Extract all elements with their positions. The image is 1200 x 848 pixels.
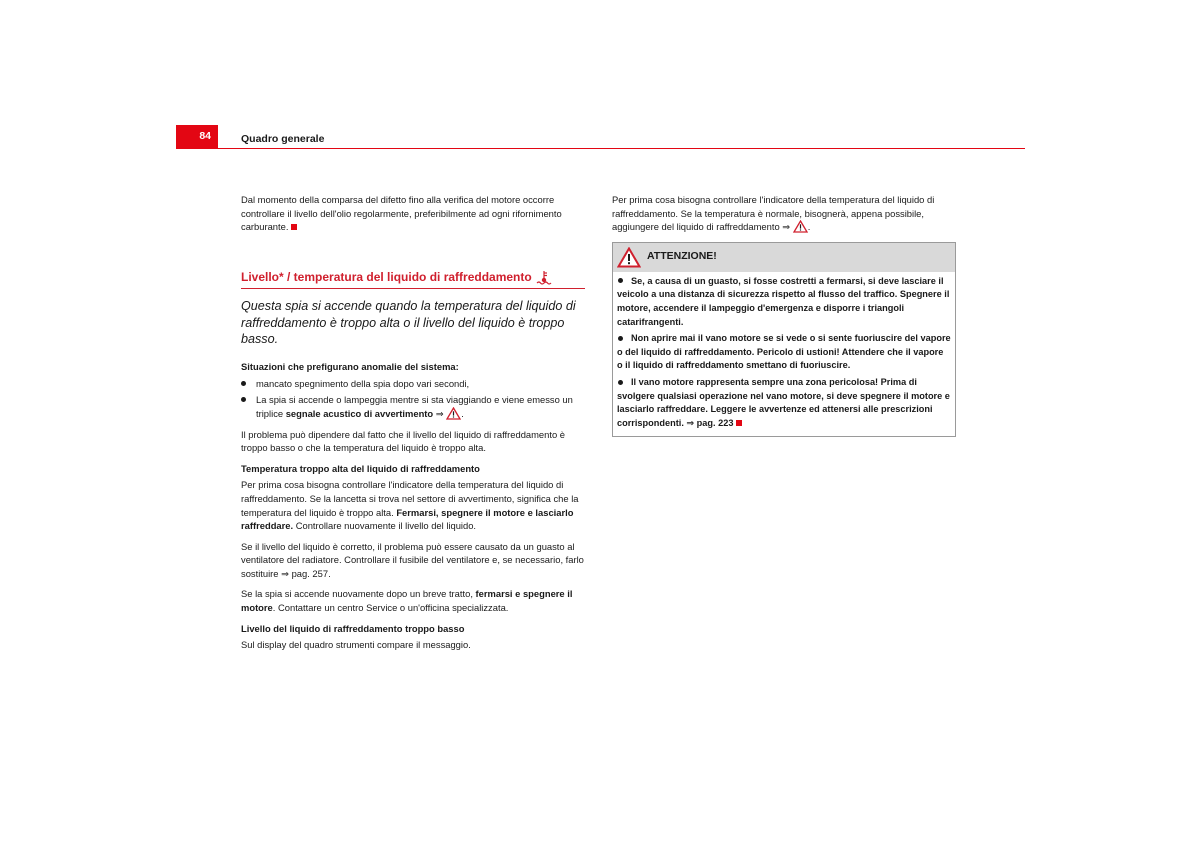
- bullet-icon: [618, 380, 623, 385]
- coolant-temperature-icon: [536, 270, 552, 285]
- warning-box: [612, 242, 956, 438]
- page-number: 84: [199, 130, 211, 143]
- bullet-icon: [618, 278, 623, 283]
- chapter-title: Quadro generale: [241, 133, 325, 145]
- end-of-section-mark: [736, 420, 742, 426]
- section-heading: Livello* / temperatura del liquido di raffreddamento: [241, 270, 585, 289]
- bullet-icon: [241, 397, 246, 402]
- warning-triangle-icon: [617, 247, 641, 268]
- left-column: [241, 193, 585, 659]
- again-paragraph: Se la spia si accende nuovamente dopo un breve tratto, fermarsi e spegnere il motore. Contattare un centro Service o un'officina specializzata.: [241, 588, 573, 614]
- intro-paragraph: Dal momento della comparsa del difetto fino alla verifica del motore occorre controllare il livello dell'olio regolarmente, preferibilmente ad ogni rifornimento carburante.: [241, 194, 562, 233]
- page-number-tab: [176, 125, 218, 149]
- warning-item: Non aprire mai il vano motore se si vede o si sente fuoriuscire del vapore o del liquido di raffreddamento. Pericolo di ustioni! Attendere che il vapore o il liquido di raffreddamento smettano di fuoriuscire.: [617, 333, 951, 371]
- warning-triangle-icon[interactable]: [793, 220, 808, 233]
- warning-title: ATTENZIONE!: [647, 250, 717, 263]
- temp-heading: Temperatura troppo alta del liquido di raffreddamento: [241, 462, 480, 474]
- low-level-heading: Livello del liquido di raffreddamento troppo basso: [241, 622, 465, 634]
- bullet-icon: [241, 381, 246, 386]
- end-of-section-mark: [291, 224, 297, 230]
- warning-item: Se, a causa di un guasto, si fosse costretti a fermarsi, si deve lasciare il veicolo a una distanza di sicurezza rispetto al flusso del traffico. Spegnere il motore, accendere il lampeggio d'emergenza e disporre i triangoli catarifrangenti.: [617, 275, 950, 327]
- fan-paragraph: Se il livello del liquido è corretto, il problema può essere causato da un guasto al ventilatore del radiatore. Controllare il fusibile del ventilatore e, se necessario, farlo sostituire ⇒ pag. 257.: [241, 540, 584, 579]
- header-rule: [176, 148, 1025, 149]
- bullet-icon: [618, 336, 623, 341]
- warning-body: [613, 272, 955, 437]
- list-item: mancato spegnimento della spia dopo vari secondi,: [241, 377, 585, 391]
- low-level-paragraph: Sul display del quadro strumenti compare il messaggio.: [241, 639, 471, 651]
- situations-heading: Situazioni che prefigurano anomalie del sistema:: [241, 361, 459, 373]
- warning-item: Il vano motore rappresenta sempre una zona pericolosa! Prima di svolgere qualsiasi operazione nel vano motore, si deve spegnere il motore e lasciarlo raffreddare. Leggere le avvertenze ed attenersi alle prescrizioni corrispondenti. ⇒ pag. 223: [617, 376, 950, 428]
- problem-paragraph: Il problema può dipendere dal fatto che il livello del liquido di raffreddamento è troppo basso o che la temperatura del liquido è troppo alta.: [241, 428, 565, 454]
- list-item: La spia si accende o lampeggia mentre si sta viaggiando e viene emesso un triplice segnale acustico di avvertimento ⇒ .: [241, 393, 585, 420]
- warning-triangle-icon[interactable]: [446, 407, 461, 420]
- lead-paragraph: Questa spia si accende quando la temperatura del liquido di raffreddamento è troppo alta o il livello del liquido è troppo basso.: [241, 298, 576, 347]
- situations-list: [241, 377, 585, 421]
- right-intro-paragraph: Per prima cosa bisogna controllare l'indicatore della temperatura del liquido di raffreddamento. Se la temperatura è normale, bisognerà, appena possibile, aggiungere del liquido di raffreddamento ⇒ .: [612, 194, 935, 233]
- warning-header: [613, 243, 955, 272]
- right-column: [612, 193, 956, 437]
- temp-paragraph: Per prima cosa bisogna controllare l'indicatore della temperatura del liquido di raffreddamento. Se la lancetta si trova nel settore di avvertimento, significa che la temperatura del liquido è troppo alta. Fermarsi, spegnere il motore e lasciarlo raffreddare. Controllare nuovamente il livello del liquido.: [241, 479, 579, 532]
